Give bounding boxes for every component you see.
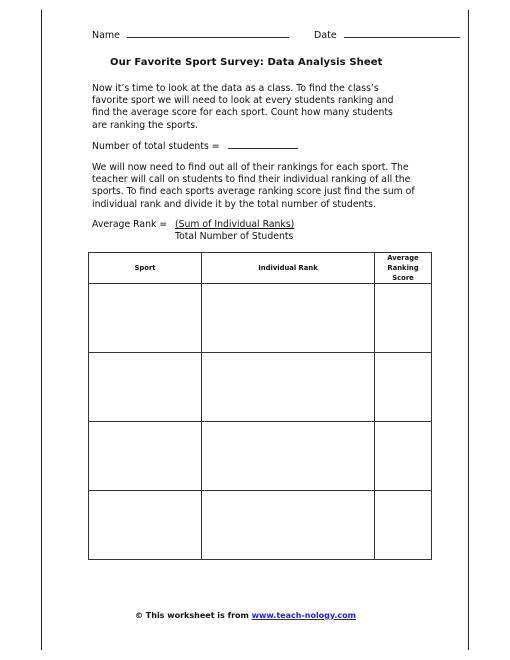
name-blank[interactable] [127, 28, 289, 38]
formula-numerator: (Sum of Individual Ranks) [175, 219, 295, 230]
footer [135, 611, 356, 620]
name-field[interactable] [92, 28, 289, 41]
table-row [89, 422, 432, 491]
table-row [89, 284, 432, 353]
individual-rank-cell[interactable] [202, 422, 375, 491]
average-ranking-score-header: Average Ranking Score [375, 253, 432, 284]
name-label: Name [92, 30, 121, 41]
average-score-cell[interactable] [375, 353, 432, 422]
intro-paragraph: Now it’s time to look at the data as a class. To find the class’s favorite sport we will need to look at every students ranking and find the average score for each sport. Count how many students are ranking the sports. [92, 83, 394, 131]
individual-rank-cell[interactable] [202, 284, 375, 353]
average-score-cell[interactable] [375, 422, 432, 491]
formula-label: Average Rank = [92, 219, 168, 230]
table-header-row [89, 253, 432, 284]
date-label: Date [314, 30, 337, 41]
ranking-table [88, 252, 432, 560]
table-row [89, 353, 432, 422]
average-score-cell[interactable] [375, 491, 432, 560]
table-row [89, 491, 432, 560]
sport-cell[interactable] [89, 353, 202, 422]
average-score-cell[interactable] [375, 284, 432, 353]
sport-cell[interactable] [89, 491, 202, 560]
total-students-blank[interactable] [228, 139, 298, 149]
date-field[interactable] [314, 28, 460, 41]
total-students-label: Number of total students = [92, 141, 220, 152]
individual-rank-cell[interactable] [202, 353, 375, 422]
footer-link[interactable]: www.teach-nology.com [251, 611, 356, 620]
individual-rank-header: Individual Rank [202, 253, 375, 284]
individual-rank-cell[interactable] [202, 491, 375, 560]
sport-header: Sport [89, 253, 202, 284]
instructions-paragraph: We will now need to find out all of their rankings for each sport. The teacher will call on students to find their individual ranking of all the sports. To find each sports average ranking score just find the sum of individual rank and divide it by the total number of students. [92, 162, 415, 210]
formula-denominator: Total Number of Students [175, 231, 294, 242]
page-title: Our Favorite Sport Survey: Data Analysis Sheet [110, 57, 383, 68]
sport-cell[interactable] [89, 422, 202, 491]
date-blank[interactable] [344, 28, 460, 38]
footer-text: © This worksheet is from [135, 611, 249, 620]
total-students-field[interactable] [92, 139, 298, 152]
sport-cell[interactable] [89, 284, 202, 353]
